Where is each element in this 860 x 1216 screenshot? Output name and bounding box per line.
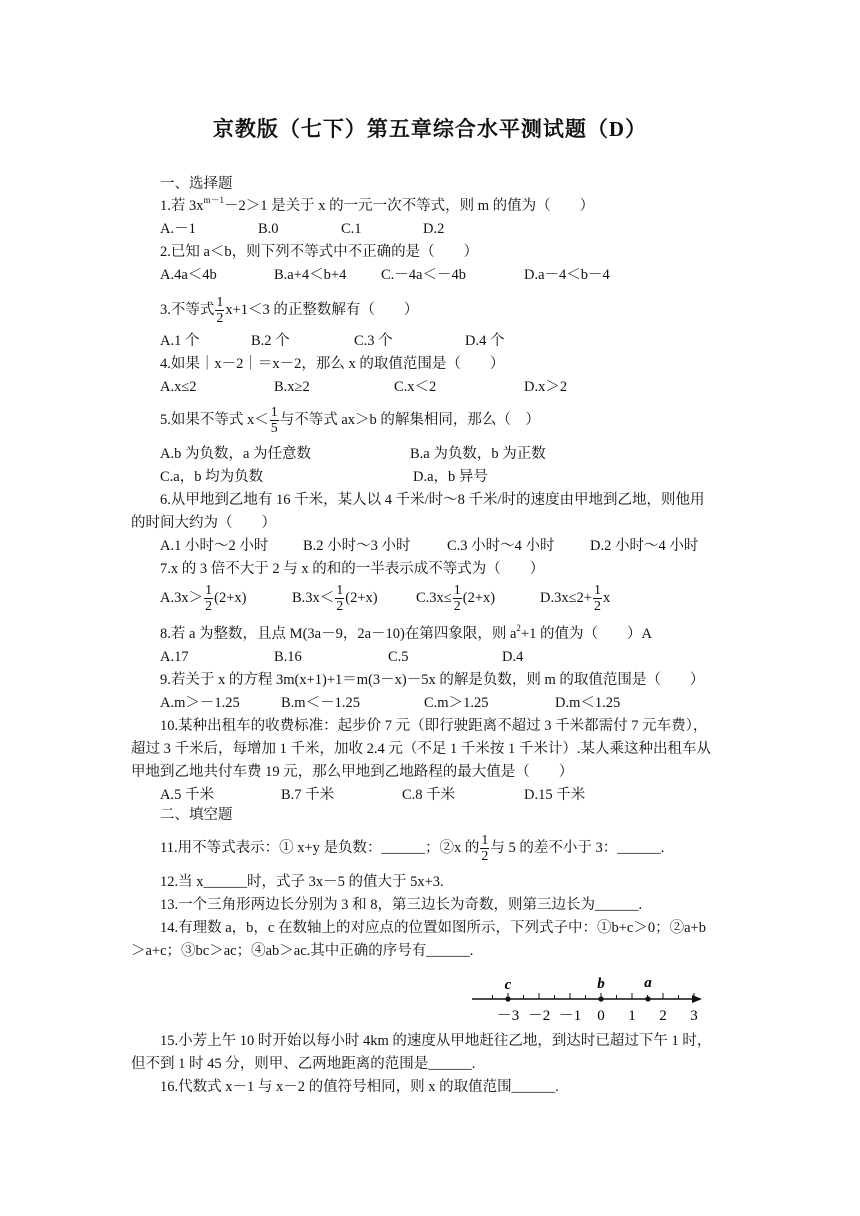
q5-option-c: C.a，b 均为负数 (160, 469, 264, 485)
section-heading-choice: 一、选择题 (160, 176, 233, 192)
q1-post: －2＞1 是关于 x 的一元一次不等式，则 m 的值为（ ） (224, 198, 595, 214)
q7-d-pre: D.3x≤2+ (540, 590, 592, 606)
q6-option-b: B.2 小时～3 小时 (303, 538, 411, 554)
q5-post: 与不等式 ax＞b 的解集相同，那么（ ） (279, 412, 540, 428)
q5-option-b: B.a 为负数，b 为正数 (410, 446, 546, 462)
point-a-dot (645, 996, 650, 1001)
question-6-line-1: 6.从甲地到乙地有 16 千米，某人以 4 千米/时～8 千米/时的速度由甲地到乙地，则他用 (160, 492, 705, 508)
q7-c-pre: C.3x≤ (416, 590, 452, 606)
q5-numerator: 1 (270, 405, 278, 421)
question-6-line-2: 的时间大约为（ ） (131, 515, 276, 531)
q2-option-b: B.a+4＜b+4 (274, 267, 347, 283)
question-11 (160, 832, 664, 864)
q3-option-c: C.3 个 (354, 333, 393, 349)
question-5 (160, 404, 540, 436)
q4-option-c: C.x＜2 (394, 379, 437, 395)
point-b-dot (598, 996, 603, 1001)
q7-option-b (292, 582, 378, 614)
q8-option-d: D.4 (502, 649, 524, 665)
q7-b-post: (2+x) (345, 590, 378, 606)
q10-option-b: B.7 千米 (281, 787, 335, 803)
q7-option-c (416, 582, 495, 614)
q2-option-d: D.a－4＜b－4 (524, 267, 610, 283)
question-1 (160, 196, 594, 216)
q6-option-a: A.1 小时～2 小时 (160, 538, 269, 554)
q7-b-fraction (335, 583, 344, 614)
q9-option-d: D.m＜1.25 (555, 695, 621, 711)
q1-option-d: D.2 (423, 221, 445, 237)
q9-option-b: B.m＜－1.25 (281, 695, 360, 711)
point-label-b: b (597, 976, 605, 992)
q8-option-a: A.17 (160, 649, 189, 665)
q3-fraction (215, 295, 224, 326)
q3-option-d: D.4 个 (465, 333, 505, 349)
question-13: 13.一个三角形两边长分别为 3 和 8，第三边长为奇数，则第三边长为______. (160, 897, 643, 913)
q3-option-b: B.2 个 (251, 333, 290, 349)
question-10-line-2: 超过 3 千米后，每增加 1 千米，加收 2.4 元（不足 1 千米按 1 千米计）.某人乘这种出租车从 (131, 741, 711, 757)
question-7: 7.x 的 3 倍不大于 2 与 x 的和的一半表示成不等式为（ ） (160, 561, 545, 577)
number-line-tick-label: 0 (597, 1008, 605, 1024)
q3-post: x+1＜3 的正整数解有（ ） (225, 302, 419, 318)
number-line-tick-label: 3 (690, 1008, 698, 1024)
question-10-line-1: 10.某种出租车的收费标准：起步价 7 元（即行驶距离不超过 3 千米都需付 7 元车费）， (160, 718, 708, 734)
q8-option-b: B.16 (274, 649, 302, 665)
q10-option-c: C.8 千米 (402, 787, 456, 803)
q3-pre: 3.不等式 (160, 302, 215, 318)
page-title: 京教版（七下）第五章综合水平测试题（D） (212, 117, 648, 141)
number-line-tick-label: －1 (558, 1008, 582, 1024)
q1-pre: 1.若 3x (160, 198, 204, 214)
q5-option-d: D.a，b 异号 (413, 469, 488, 485)
q7-d-fraction (593, 583, 602, 614)
q7-option-d (540, 582, 610, 614)
q6-option-d: D.2 小时～4 小时 (590, 538, 699, 554)
q11-numerator: 1 (481, 833, 489, 849)
q11-fraction (480, 833, 489, 864)
number-line-tick-label: －3 (496, 1008, 520, 1024)
number-line-tick-label: 2 (659, 1008, 667, 1024)
question-15-line-2: 但不到 1 时 45 分，则甲、乙两地距离的范围是______. (131, 1056, 476, 1072)
q7-option-a (160, 582, 246, 614)
q7-d-denominator: 2 (593, 599, 601, 615)
q7-c-denominator: 2 (453, 599, 461, 615)
q6-option-c: C.3 小时～4 小时 (447, 538, 555, 554)
q9-option-a: A.m＞－1.25 (160, 695, 240, 711)
q7-c-fraction (453, 583, 462, 614)
section-heading-fill: 二、填空题 (160, 807, 233, 823)
q1-option-c: C.1 (341, 221, 362, 237)
q7-c-post: (2+x) (462, 590, 496, 606)
q7-c-numerator: 1 (453, 583, 461, 599)
question-3 (160, 294, 418, 326)
question-14-line-2: ＞a+c；③bc＞ac；④ab＞ac.其中正确的序号有______. (131, 943, 474, 959)
q4-option-b: B.x≥2 (274, 379, 310, 395)
question-10-line-3: 甲地到乙地共付车费 19 元，那么甲地到乙地路程的最大值是（ ） (131, 764, 574, 780)
question-16: 16.代数式 x－1 与 x－2 的值符号相同，则 x 的取值范围______. (160, 1079, 559, 1095)
q5-denominator: 5 (270, 421, 278, 437)
number-line-tick-labels (497, 1008, 698, 1024)
q5-fraction (270, 405, 279, 436)
question-8 (160, 624, 652, 644)
number-line-ticks (493, 993, 695, 999)
q4-option-d: D.x＞2 (524, 379, 568, 395)
q3-option-a: A.1 个 (160, 333, 200, 349)
q2-option-c: C.－4a＜－4b (381, 267, 466, 283)
number-line-tick-label: －2 (527, 1008, 551, 1024)
q10-option-d: D.15 千米 (524, 787, 586, 803)
q4-option-a: A.x≤2 (160, 379, 197, 395)
question-4: 4.如果｜x－2｜＝x－2，那么 x 的取值范围是（ ） (160, 356, 505, 372)
q7-a-post: (2+x) (214, 590, 247, 606)
q9-option-c: C.m＞1.25 (424, 695, 489, 711)
point-label-a: a (644, 975, 652, 991)
q11-denominator: 2 (481, 849, 489, 865)
q11-pre: 11.用不等式表示：① x+y 是负数：______；②x 的 (160, 840, 480, 856)
q1-option-a: A.－1 (160, 221, 196, 237)
question-2: 2.已知 a＜b，则下列不等式中不正确的是（ ） (160, 244, 479, 260)
question-15-line-1: 15.小芳上午 10 时开始以每小时 4km 的速度从甲地赶往乙地，到达时已超过下午 1 时， (160, 1033, 712, 1049)
q7-a-pre: A.3x＞ (160, 590, 204, 606)
number-line-figure (470, 974, 705, 1026)
q8-post: +1 的值为（ ）A (520, 626, 652, 642)
question-9: 9.若关于 x 的方程 3m(x+1)+1＝m(3－x)－5x 的解是负数，则 m 的取值范围是（ ） (160, 672, 705, 688)
q3-numerator: 1 (216, 295, 224, 311)
q5-option-a: A.b 为负数，a 为任意数 (160, 446, 312, 462)
q8-exponent: 2 (516, 623, 521, 633)
q10-option-a: A.5 千米 (160, 787, 214, 803)
q11-post: 与 5 的差不小于 3：______. (490, 840, 665, 856)
q7-a-numerator: 1 (205, 583, 213, 599)
q3-denominator: 2 (216, 311, 224, 327)
q2-option-a: A.4a＜4b (160, 267, 217, 283)
q7-d-numerator: 1 (593, 583, 601, 599)
q8-option-c: C.5 (388, 649, 409, 665)
question-12: 12.当 x______时，式子 3x－5 的值大于 5x+3. (160, 874, 444, 890)
number-line-tick-label: 1 (628, 1008, 636, 1024)
point-c-dot (505, 996, 510, 1001)
q7-options (0, 582, 860, 616)
q7-b-pre: B.3x＜ (292, 590, 335, 606)
q7-d-post: x (602, 590, 611, 606)
q7-b-numerator: 1 (336, 583, 344, 599)
point-label-c: c (504, 977, 512, 993)
q1-exponent: m－1 (203, 195, 225, 205)
q7-a-denominator: 2 (205, 599, 213, 615)
question-14-line-1: 14.有理数 a，b，c 在数轴上的对应点的位置如图所示，下列式子中：①b+c＞0；②a+b (160, 920, 706, 936)
q5-pre: 5.如果不等式 x＜ (160, 412, 269, 428)
q7-b-denominator: 2 (336, 599, 344, 615)
q1-option-b: B.0 (258, 221, 279, 237)
q7-a-fraction (204, 583, 213, 614)
q8-pre: 8.若 a 为整数，且点 M(3a－9，2a－10)在第四象限，则 a (160, 626, 517, 642)
